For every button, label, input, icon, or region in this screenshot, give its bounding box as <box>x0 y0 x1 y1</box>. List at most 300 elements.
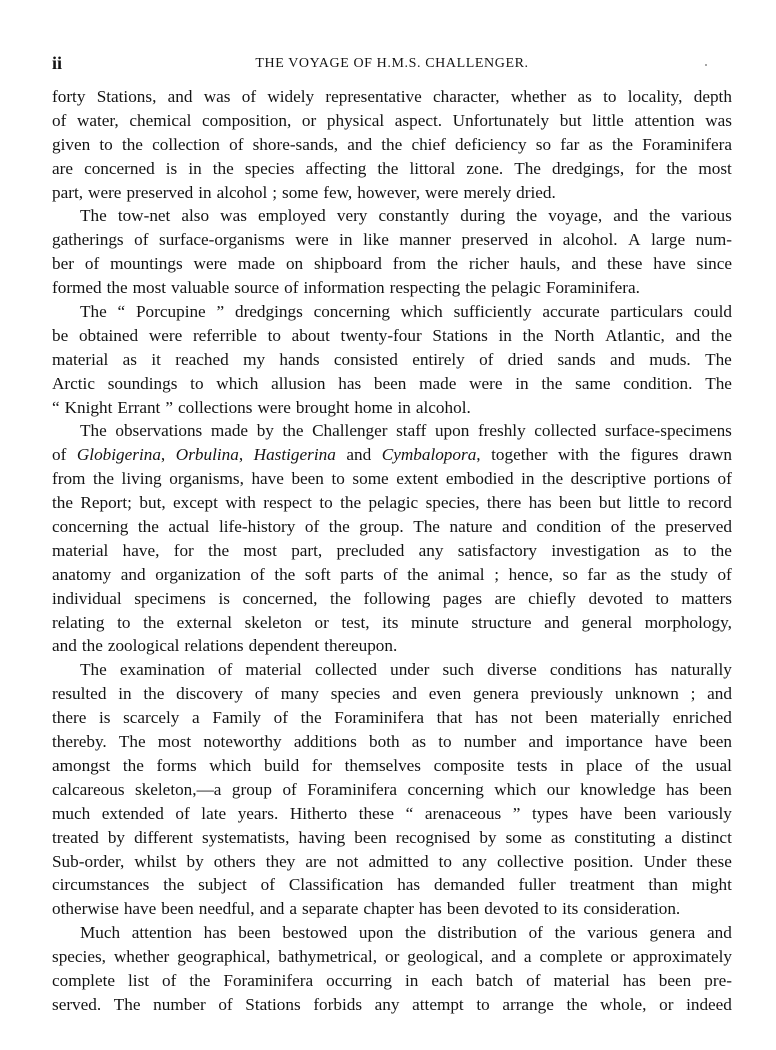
word <box>582 611 633 635</box>
text-line <box>52 993 732 1017</box>
word <box>52 372 95 396</box>
word <box>546 276 640 300</box>
word <box>291 467 323 491</box>
word-text: recognised <box>395 827 471 847</box>
word <box>52 634 77 658</box>
word <box>583 897 680 921</box>
word-text: collections <box>177 397 253 417</box>
word-text: dependent <box>248 636 320 656</box>
word <box>475 706 498 730</box>
word-text: been <box>373 373 407 393</box>
word <box>378 204 449 228</box>
word-text: of <box>284 278 299 298</box>
word <box>118 204 171 228</box>
word <box>263 491 312 515</box>
word-text: in <box>498 325 512 345</box>
word-text: of <box>717 564 732 584</box>
word-text: having <box>298 827 346 847</box>
word-text: the <box>662 755 684 775</box>
word <box>294 730 357 754</box>
word <box>305 563 331 587</box>
word <box>600 993 646 1017</box>
word-text: some <box>352 469 389 489</box>
word <box>135 778 221 802</box>
word-text: species, <box>52 947 106 967</box>
word-text: The <box>80 660 107 680</box>
word <box>286 252 303 276</box>
word-text: occurring <box>326 970 393 990</box>
word <box>653 252 685 276</box>
word <box>223 969 313 993</box>
word-text: or <box>659 994 674 1014</box>
word <box>268 324 281 348</box>
word-text: ; <box>494 564 499 584</box>
word <box>291 539 322 563</box>
word <box>232 778 272 802</box>
word <box>281 682 319 706</box>
word-text: been <box>559 493 592 513</box>
word <box>560 109 582 133</box>
word <box>80 300 107 324</box>
text-line <box>52 539 732 563</box>
word <box>52 754 110 778</box>
word <box>282 921 347 945</box>
word-text: The <box>705 373 732 393</box>
word-text: consisted <box>333 349 398 369</box>
word <box>635 658 658 682</box>
word <box>586 754 622 778</box>
word <box>541 372 562 396</box>
word-text: for <box>173 540 194 560</box>
word-text: alcohol. <box>415 397 471 417</box>
word-text: pelagic <box>491 278 541 298</box>
word-text: was <box>220 206 247 226</box>
word-text: aspect. <box>394 110 443 130</box>
word <box>52 181 83 205</box>
word <box>644 850 687 874</box>
word <box>425 802 501 826</box>
word-text: also <box>181 206 210 226</box>
word <box>588 587 642 611</box>
word <box>691 682 696 706</box>
text-line <box>52 300 732 324</box>
word <box>225 491 256 515</box>
word <box>117 396 160 420</box>
word <box>529 491 552 515</box>
word-text: actual <box>168 517 210 537</box>
word <box>610 945 624 969</box>
word <box>438 563 485 587</box>
word <box>487 658 537 682</box>
word <box>671 658 732 682</box>
word <box>334 706 424 730</box>
word <box>258 204 326 228</box>
word-text: the <box>121 134 143 154</box>
word <box>571 467 646 491</box>
word <box>413 515 440 539</box>
word-text: by <box>186 851 204 871</box>
word-text: have, <box>122 540 160 560</box>
word <box>554 324 594 348</box>
word <box>279 348 319 372</box>
word-text: thereby. <box>52 732 107 752</box>
word <box>337 204 368 228</box>
word-text: the <box>381 134 403 154</box>
word-text: and <box>501 517 527 537</box>
word <box>168 515 209 539</box>
word-text: of <box>526 970 541 990</box>
word <box>128 969 149 993</box>
word-text: whole, <box>600 994 647 1014</box>
word-text: Report; <box>80 493 132 513</box>
word-text: locality, <box>627 87 683 106</box>
word <box>666 778 689 802</box>
word-text: the <box>329 588 351 608</box>
word <box>152 133 220 157</box>
word <box>108 372 178 396</box>
word <box>271 372 325 396</box>
word <box>213 157 234 181</box>
word-text: treatment <box>569 875 635 895</box>
word <box>399 228 451 252</box>
word-text: the <box>92 469 114 489</box>
word <box>165 396 173 420</box>
word <box>190 372 203 396</box>
text-line <box>52 491 732 515</box>
word <box>605 324 665 348</box>
word <box>209 754 251 778</box>
word-text: zone. <box>466 158 504 178</box>
word-text: each <box>431 970 463 990</box>
word <box>171 276 229 300</box>
word <box>302 109 316 133</box>
word <box>178 396 252 420</box>
word-text: amongst <box>52 755 111 775</box>
word-text: is <box>99 708 111 728</box>
word <box>118 300 126 324</box>
text-line <box>52 611 732 635</box>
word <box>426 491 480 515</box>
word <box>302 897 358 921</box>
word <box>138 515 159 539</box>
word <box>574 826 655 850</box>
word <box>155 563 241 587</box>
word <box>707 682 732 706</box>
word <box>202 109 291 133</box>
word <box>357 181 420 205</box>
word <box>407 563 428 587</box>
word-text: and <box>707 923 732 943</box>
word <box>502 515 527 539</box>
word-text: distribution <box>437 923 517 943</box>
word <box>289 873 384 897</box>
word-text: of <box>254 684 270 704</box>
word-text: richer <box>468 254 509 274</box>
word <box>551 539 640 563</box>
word <box>610 348 635 372</box>
word <box>260 897 285 921</box>
word-text: as <box>550 827 566 847</box>
word-text: organization <box>155 564 241 584</box>
word <box>531 682 604 706</box>
word <box>175 348 228 372</box>
word-text: same <box>575 373 611 393</box>
word <box>681 204 732 228</box>
word-text: as <box>411 732 427 752</box>
genus-name-italic: Globigerina <box>76 445 161 465</box>
word <box>547 778 570 802</box>
word <box>162 969 176 993</box>
word <box>339 228 352 252</box>
word <box>381 133 402 157</box>
word-text: like <box>363 230 389 250</box>
text-line <box>52 754 732 778</box>
word <box>623 969 646 993</box>
word <box>613 204 638 228</box>
word-text: not <box>510 708 533 728</box>
word-text: the <box>52 493 73 513</box>
word-text: the <box>163 875 185 895</box>
word <box>437 706 463 730</box>
word-text: made <box>210 421 249 441</box>
word-text: in <box>538 230 553 250</box>
word <box>681 826 732 850</box>
word-text: as <box>122 349 137 369</box>
word <box>329 515 350 539</box>
word-text: the <box>710 540 732 560</box>
word <box>117 611 130 635</box>
word-text: together <box>491 445 548 465</box>
word <box>567 993 588 1017</box>
word <box>502 993 554 1017</box>
word <box>52 611 105 635</box>
word <box>184 634 243 658</box>
word-text: a <box>289 899 298 919</box>
word <box>431 969 462 993</box>
word <box>80 204 107 228</box>
word <box>640 563 661 587</box>
word <box>603 85 616 109</box>
word <box>544 897 557 921</box>
word-text: constantly <box>378 206 450 226</box>
word-text: the <box>328 517 350 537</box>
word <box>296 396 349 420</box>
word <box>650 921 696 945</box>
word <box>208 539 229 563</box>
paragraph <box>52 658 732 921</box>
word <box>132 921 192 945</box>
word <box>324 634 397 658</box>
word-text: in <box>521 469 535 489</box>
word <box>121 563 146 587</box>
word <box>462 850 487 874</box>
word-text: is <box>165 158 178 178</box>
word <box>93 467 114 491</box>
word-text: and <box>167 87 193 106</box>
word <box>434 754 505 778</box>
word <box>198 873 247 897</box>
word-text: by <box>256 421 274 441</box>
word-text: material <box>553 970 610 990</box>
text-line <box>52 587 732 611</box>
word <box>274 706 288 730</box>
word-text: genera <box>472 684 519 704</box>
word <box>52 563 111 587</box>
word <box>163 873 184 897</box>
word <box>242 85 256 109</box>
word <box>319 491 332 515</box>
word <box>216 372 258 396</box>
word-text: bestowed <box>282 923 348 943</box>
word-text: discovery <box>176 684 243 704</box>
word-text: to <box>438 851 453 871</box>
word-text: much <box>52 803 91 823</box>
word-text: widely <box>267 87 315 106</box>
running-title: THE VOYAGE OF H.M.S. CHALLENGER. <box>255 56 529 71</box>
word-text: and <box>571 254 597 274</box>
word <box>666 157 687 181</box>
word-text: whilst <box>134 851 177 871</box>
word <box>508 348 543 372</box>
word-text: the <box>282 421 304 441</box>
word <box>186 850 203 874</box>
word-text: made <box>419 373 457 393</box>
word-text: the <box>666 158 688 178</box>
word-text: the <box>649 206 671 226</box>
word <box>718 467 732 491</box>
word <box>295 228 328 252</box>
word <box>683 539 696 563</box>
word-text: which <box>216 373 259 393</box>
word-text: themselves <box>344 755 421 775</box>
word-text: our <box>546 779 570 799</box>
word-text: representative <box>325 87 422 106</box>
word <box>696 228 732 252</box>
word-text: Unfortunately <box>452 110 550 130</box>
word <box>587 563 606 587</box>
word <box>102 802 164 826</box>
word-text: knowledge <box>580 779 656 799</box>
word-text: Knight <box>64 397 113 417</box>
word-text: since <box>696 254 732 274</box>
word <box>463 181 511 205</box>
word-text: very <box>336 206 368 226</box>
word-text: is <box>218 588 230 608</box>
word <box>649 204 670 228</box>
word <box>484 897 538 921</box>
word-text: systematists, <box>202 827 290 847</box>
word-text: a <box>523 947 532 967</box>
word <box>245 157 295 181</box>
word <box>694 85 732 109</box>
word-text: were <box>257 397 291 417</box>
word-text: Classification <box>288 875 384 895</box>
word-text: attempt <box>412 994 464 1014</box>
word <box>52 706 86 730</box>
word-text: water, <box>76 110 119 130</box>
word <box>558 443 589 467</box>
word <box>114 945 169 969</box>
word-text: concerned <box>84 158 155 178</box>
word-text: concerning <box>313 302 390 322</box>
word <box>659 993 673 1017</box>
word <box>264 754 299 778</box>
word <box>539 228 552 252</box>
word-text: there <box>52 708 87 728</box>
word <box>363 228 389 252</box>
word <box>334 348 398 372</box>
word-text: has <box>666 779 689 799</box>
word-text: to <box>603 87 617 106</box>
word-text: Foraminifera <box>334 708 425 728</box>
word-text: to <box>190 373 204 393</box>
word-text: years. <box>237 803 279 823</box>
word <box>245 611 302 635</box>
word <box>634 109 694 133</box>
word-text: were <box>425 182 459 202</box>
word <box>580 802 612 826</box>
word <box>108 634 180 658</box>
word-text: Foraminifera <box>642 134 732 154</box>
word <box>642 133 732 157</box>
word-text: geographical, <box>177 947 271 967</box>
word-text: freshly <box>477 421 526 441</box>
word <box>151 348 161 372</box>
word-text: for <box>311 755 332 775</box>
word <box>189 969 210 993</box>
word <box>340 491 361 515</box>
word-text: in <box>198 182 212 202</box>
word <box>544 611 569 635</box>
word <box>631 443 679 467</box>
word-text: Family <box>212 708 262 728</box>
word <box>506 826 542 850</box>
text-line <box>52 419 732 443</box>
word <box>575 372 610 396</box>
word <box>411 611 459 635</box>
word <box>697 850 732 874</box>
word <box>563 228 618 252</box>
word <box>383 563 397 587</box>
word <box>282 181 318 205</box>
word-text: the <box>634 517 656 537</box>
word-text: been <box>545 708 578 728</box>
word <box>411 133 445 157</box>
word <box>52 587 122 611</box>
body-text <box>52 85 732 1017</box>
word-text: the <box>212 158 234 178</box>
word-text: the <box>122 755 144 775</box>
word <box>312 754 332 778</box>
word-text: the <box>208 540 230 560</box>
word-text: the <box>300 708 322 728</box>
word-text: species <box>330 684 381 704</box>
word-text: allusion <box>271 373 326 393</box>
word-text: Much <box>80 923 121 943</box>
word-text: of <box>175 803 190 823</box>
word-text: whether <box>510 87 567 106</box>
word <box>52 969 115 993</box>
word-text: examination <box>119 660 205 680</box>
word-text: chief <box>411 134 446 154</box>
word-text: circumstances <box>52 875 150 895</box>
word-text: that <box>436 708 463 728</box>
word <box>478 419 526 443</box>
word <box>123 539 160 563</box>
word-text: build <box>263 755 300 775</box>
word <box>168 85 193 109</box>
word-text: physical <box>326 110 385 130</box>
